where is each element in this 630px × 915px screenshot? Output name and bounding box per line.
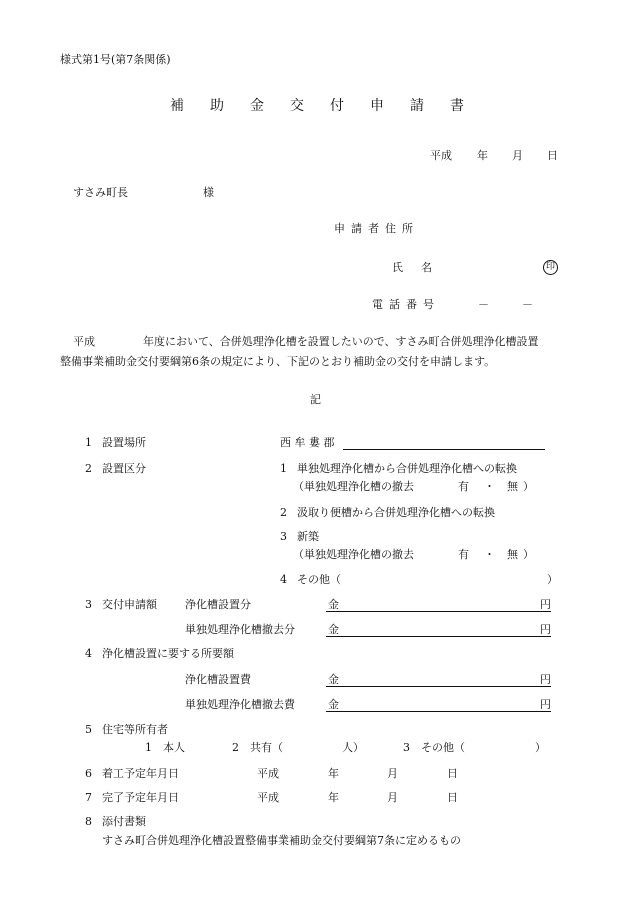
phone-dash-2: －: [522, 298, 533, 311]
phone-dash-1: －: [478, 298, 489, 311]
item-3-row-2-amount-line[interactable]: [326, 636, 551, 637]
opt-2-text: 汲取り便槽から合併処理浄化槽への転換: [297, 506, 495, 519]
item-6-label: 着工予定年月日: [102, 767, 179, 780]
item-3-row-2-kin: 金: [328, 623, 339, 636]
form-number: 様式第1号(第7条関係): [60, 53, 171, 66]
opt-4-close: ）: [547, 573, 558, 586]
item-1-label: 設置場所: [102, 436, 146, 449]
item-8-text: すさみ町合併処理浄化槽設置整備事業補助金交付要綱第7条に定めるもの: [102, 834, 461, 847]
seal-mark: 印: [543, 260, 558, 275]
owner-option-2-close: 人）: [342, 741, 364, 754]
item-6-month: 月: [387, 767, 398, 780]
date-day: 日: [547, 149, 558, 162]
opt-3-num: 3: [280, 530, 287, 543]
item-4-row-2-amount-line[interactable]: [326, 711, 551, 712]
item-2-label: 設置区分: [102, 462, 146, 475]
opt-3-close: ）: [523, 548, 534, 561]
item-6-num: 6: [85, 767, 92, 780]
owner-option-1[interactable]: 1 本人: [145, 741, 185, 754]
date-year: 年: [477, 149, 488, 162]
opt-3-sub: （単独処理浄化槽の撤去: [293, 548, 414, 561]
item-3-row-1-amount-line[interactable]: [326, 611, 551, 612]
item-4-label: 浄化槽設置に要する所要額: [102, 647, 234, 660]
date-era: 平成: [430, 149, 452, 162]
opt-4-num: 4: [280, 573, 287, 586]
item-4-row-1-kin: 金: [328, 673, 339, 686]
item-4-row-2-kin: 金: [328, 698, 339, 711]
item-8-label: 添付書類: [102, 815, 146, 828]
item-3-label: 交付申請額: [102, 598, 157, 611]
item-4-num: 4: [85, 647, 92, 660]
body-line-1: 年度において、合併処理浄化槽を設置したいので、すさみ町合併処理浄化槽設置: [143, 335, 539, 348]
opt-3-text: 新築: [297, 530, 319, 543]
item-3-row-1-yen: 円: [540, 598, 551, 611]
owner-option-3-close: ）: [535, 741, 546, 754]
item-5-num: 5: [85, 723, 92, 736]
item-2-num: 2: [85, 462, 92, 475]
item-5-label: 住宅等所有者: [102, 723, 168, 736]
item-6-day: 日: [447, 767, 458, 780]
item-3-row-2-label: 単独処理浄化槽撤去分: [185, 623, 295, 636]
opt-1-close: ）: [523, 480, 534, 493]
body-era: 平成: [73, 335, 95, 348]
item-4-row-2-yen: 円: [540, 698, 551, 711]
item-7-label: 完了予定年月日: [102, 791, 179, 804]
applicant-name-label: 氏名: [392, 261, 450, 274]
addressee-name: すさみ町長: [73, 186, 128, 199]
ki-heading: 記: [310, 393, 321, 406]
opt-4-text: その他（: [297, 573, 341, 586]
item-7-month: 月: [387, 791, 398, 804]
body-line-2: 整備事業補助金交付要綱第6条の規定により、下記のとおり補助金の交付を申請します。: [60, 355, 496, 368]
addressee-honorific: 様: [203, 186, 214, 199]
item-6-year: 年: [328, 767, 339, 780]
item-4-row-1-amount-line[interactable]: [326, 686, 551, 687]
item-7-day: 日: [447, 791, 458, 804]
item-1-num: 1: [85, 436, 92, 449]
item-1-value: 西 牟 婁 郡: [280, 436, 335, 449]
applicant-address-label: 申請者住所: [334, 222, 419, 235]
opt-3-no[interactable]: 無: [507, 548, 518, 561]
opt-1-num: 1: [280, 462, 287, 475]
owner-option-3[interactable]: 3 その他（: [403, 741, 465, 754]
item-3-row-1-kin: 金: [328, 598, 339, 611]
date-month: 月: [512, 149, 523, 162]
item-4-row-1-label: 浄化槽設置費: [185, 673, 251, 686]
item-6-era: 平成: [257, 767, 279, 780]
opt-1-dot: ・: [484, 480, 495, 493]
item-1-blank-line[interactable]: [343, 449, 545, 450]
page-title: 補助金交付申請書: [170, 98, 490, 114]
item-8-num: 8: [85, 815, 92, 828]
opt-3-dot: ・: [484, 548, 495, 561]
item-7-num: 7: [85, 791, 92, 804]
opt-1-text: 単独処理浄化槽から合併処理浄化槽への転換: [297, 462, 517, 475]
applicant-phone-label: 電話番号: [372, 298, 440, 311]
opt-3-yes[interactable]: 有: [458, 548, 469, 561]
item-7-year: 年: [328, 791, 339, 804]
opt-1-no[interactable]: 無: [507, 480, 518, 493]
item-3-row-2-yen: 円: [540, 623, 551, 636]
opt-2-num: 2: [280, 506, 287, 519]
opt-1-sub: （単独処理浄化槽の撤去: [293, 480, 414, 493]
opt-1-yes[interactable]: 有: [458, 480, 469, 493]
item-3-row-1-label: 浄化槽設置分: [185, 598, 251, 611]
item-4-row-2-label: 単独処理浄化槽撤去費: [185, 698, 295, 711]
item-7-era: 平成: [257, 791, 279, 804]
owner-option-2[interactable]: 2 共有（: [232, 741, 283, 754]
item-4-row-1-yen: 円: [540, 673, 551, 686]
item-3-num: 3: [85, 598, 92, 611]
